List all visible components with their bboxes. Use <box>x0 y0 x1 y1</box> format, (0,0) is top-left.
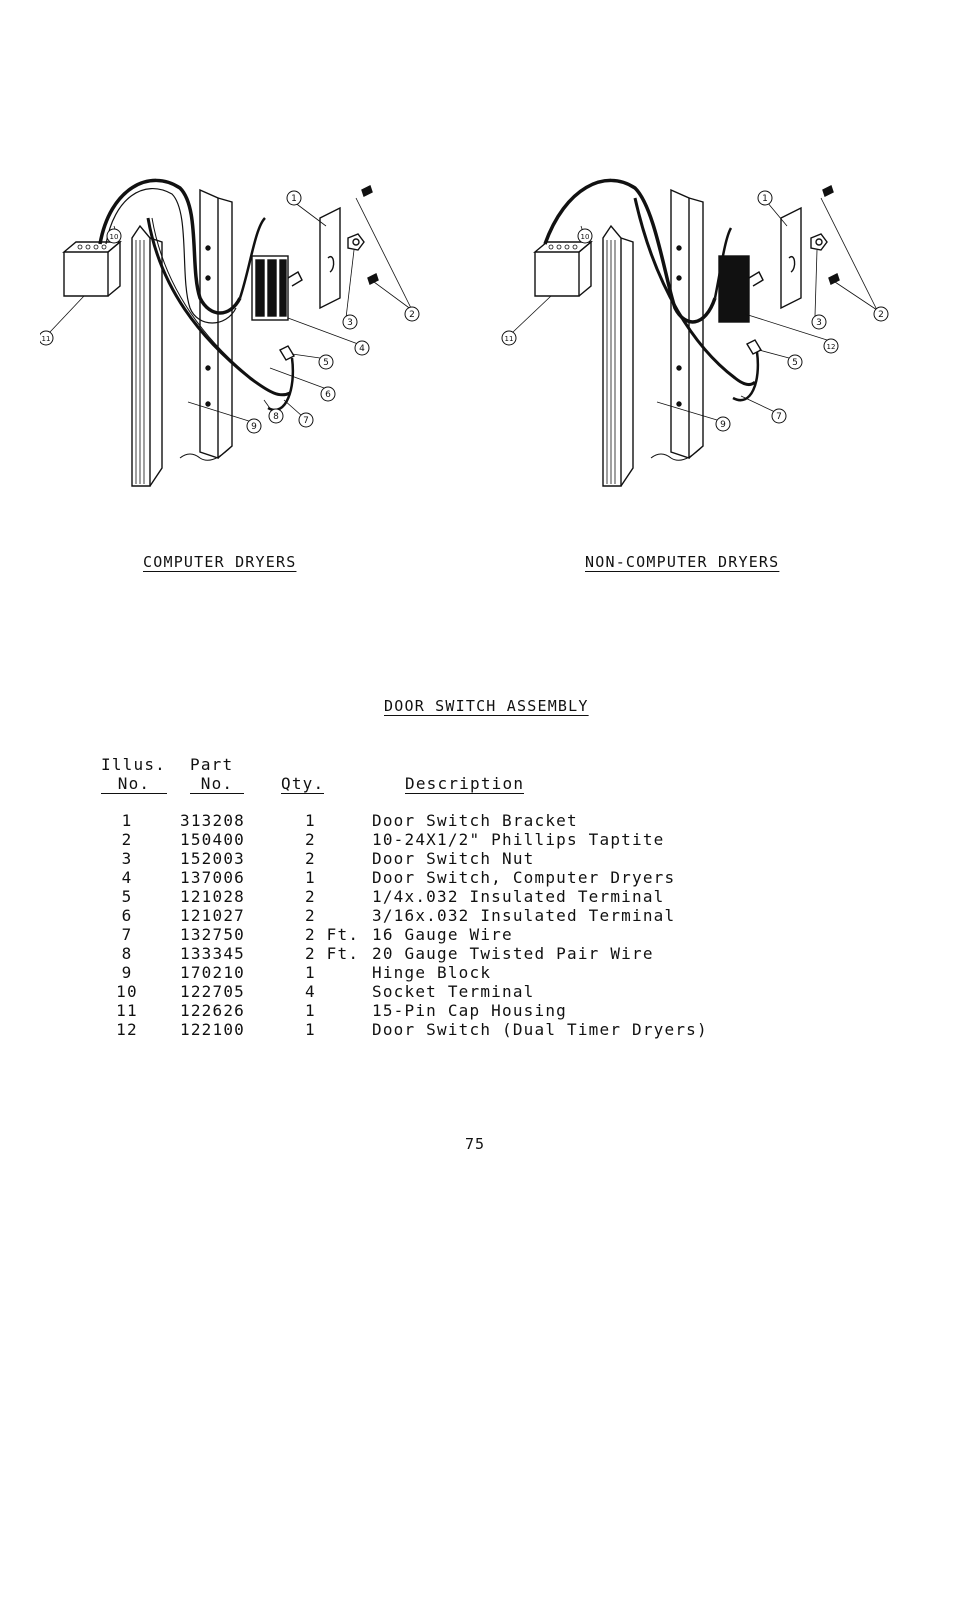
svg-text:9: 9 <box>251 422 257 432</box>
cell-qty: 2 <box>305 830 316 849</box>
callout-11 <box>502 331 516 345</box>
callout-2 <box>874 307 888 321</box>
svg-text:3: 3 <box>347 318 353 328</box>
cell-no: 9 <box>121 963 133 982</box>
table-row <box>0 982 973 1001</box>
table-row <box>0 868 973 887</box>
cell-no: 5 <box>121 887 133 906</box>
cell-part: 122705 <box>180 982 245 1001</box>
table-row <box>0 849 973 868</box>
header-part-line1: Part <box>190 755 234 774</box>
cell-desc: Socket Terminal <box>372 982 535 1001</box>
computer-dryers-diagram <box>40 168 460 508</box>
computer-dryers-caption: COMPUTER DRYERS <box>143 553 297 571</box>
cell-qty: 4 <box>305 982 316 1001</box>
table-row <box>0 830 973 849</box>
callout-4 <box>355 341 369 355</box>
callout-7 <box>772 409 786 423</box>
cell-no: 12 <box>116 1020 138 1039</box>
cell-qty: 1 <box>305 1001 316 1020</box>
cell-desc: 20 Gauge Twisted Pair Wire <box>372 944 654 963</box>
non-computer-dryers-diagram <box>485 168 905 508</box>
cell-desc: Hinge Block <box>372 963 492 982</box>
svg-text:12: 12 <box>826 343 836 351</box>
table-row <box>0 887 973 906</box>
svg-text:11: 11 <box>504 335 514 343</box>
cell-part: 170210 <box>180 963 245 982</box>
callout-1 <box>287 191 301 205</box>
callout-5 <box>319 355 333 369</box>
cell-no: 3 <box>121 849 133 868</box>
cell-no: 10 <box>116 982 138 1001</box>
cell-part: 150400 <box>180 830 245 849</box>
cell-qty: 2 <box>305 906 316 925</box>
table-row <box>0 925 973 944</box>
cell-desc: Door Switch Nut <box>372 849 535 868</box>
cell-desc: 10-24X1/2" Phillips Taptite <box>372 830 665 849</box>
cell-desc: Door Switch (Dual Timer Dryers) <box>372 1020 708 1039</box>
callout-2 <box>405 307 419 321</box>
svg-text:4: 4 <box>359 344 365 354</box>
assembly-title: DOOR SWITCH ASSEMBLY <box>384 697 589 715</box>
svg-text:7: 7 <box>303 416 309 426</box>
page-number: 75 <box>465 1135 486 1153</box>
cell-no: 11 <box>116 1001 138 1020</box>
cell-part: 313208 <box>180 811 245 830</box>
callout-10 <box>578 229 592 243</box>
callout-10 <box>107 229 121 243</box>
callout-11 <box>40 331 53 345</box>
cell-part: 132750 <box>180 925 245 944</box>
svg-text:10: 10 <box>580 233 590 241</box>
cell-qty: 1 <box>305 811 316 830</box>
cell-desc: 15-Pin Cap Housing <box>372 1001 567 1020</box>
cell-no: 6 <box>121 906 133 925</box>
cell-part: 122100 <box>180 1020 245 1039</box>
svg-text:11: 11 <box>41 335 51 343</box>
svg-text:7: 7 <box>776 412 782 422</box>
svg-text:1: 1 <box>291 194 297 204</box>
svg-text:5: 5 <box>792 358 798 368</box>
svg-text:8: 8 <box>273 412 279 422</box>
svg-text:3: 3 <box>816 318 822 328</box>
header-illus-line1: Illus. <box>101 755 166 774</box>
cell-qty: 2 <box>305 887 316 906</box>
table-row <box>0 944 973 963</box>
callout-12 <box>824 339 838 353</box>
cell-desc: 16 Gauge Wire <box>372 925 513 944</box>
table-row <box>0 811 973 830</box>
header-illus-line2: No. <box>101 774 167 794</box>
cell-qty: 2 <box>305 849 316 868</box>
callout-3 <box>812 315 826 329</box>
cell-part: 122626 <box>180 1001 245 1020</box>
table-row <box>0 1020 973 1039</box>
svg-text:2: 2 <box>878 310 884 320</box>
cell-no: 2 <box>121 830 133 849</box>
cell-qty: 1 <box>305 963 316 982</box>
callout-9 <box>247 419 261 433</box>
callout-1 <box>758 191 772 205</box>
cell-desc: Door Switch Bracket <box>372 811 578 830</box>
table-row <box>0 963 973 982</box>
cell-part: 133345 <box>180 944 245 963</box>
cell-qty: 2 Ft. <box>305 944 360 963</box>
header-qty: Qty. <box>281 774 325 793</box>
cell-qty: 2 Ft. <box>305 925 360 944</box>
svg-text:1: 1 <box>762 194 768 204</box>
svg-text:5: 5 <box>323 358 329 368</box>
callout-5 <box>788 355 802 369</box>
callout-6 <box>321 387 335 401</box>
cell-desc: 3/16x.032 Insulated Terminal <box>372 906 676 925</box>
cell-qty: 1 <box>305 1020 316 1039</box>
callout-7 <box>299 413 313 427</box>
svg-text:2: 2 <box>409 310 415 320</box>
cell-part: 137006 <box>180 868 245 887</box>
cell-no: 8 <box>121 944 133 963</box>
cell-no: 1 <box>121 811 133 830</box>
cell-qty: 1 <box>305 868 316 887</box>
table-row <box>0 1001 973 1020</box>
table-row <box>0 906 973 925</box>
callout-8 <box>269 409 283 423</box>
non-computer-dryers-caption: NON-COMPUTER DRYERS <box>585 553 780 571</box>
header-description: Description <box>405 774 525 793</box>
cell-desc: 1/4x.032 Insulated Terminal <box>372 887 665 906</box>
svg-text:10: 10 <box>109 233 119 241</box>
cell-part: 121027 <box>180 906 245 925</box>
header-part-line2: No. <box>190 774 244 794</box>
cell-desc: Door Switch, Computer Dryers <box>372 868 676 887</box>
cell-part: 121028 <box>180 887 245 906</box>
callout-3 <box>343 315 357 329</box>
cell-part: 152003 <box>180 849 245 868</box>
svg-text:6: 6 <box>325 390 331 400</box>
callout-9 <box>716 417 730 431</box>
cell-no: 7 <box>121 925 133 944</box>
cell-no: 4 <box>121 868 133 887</box>
svg-text:9: 9 <box>720 420 726 430</box>
